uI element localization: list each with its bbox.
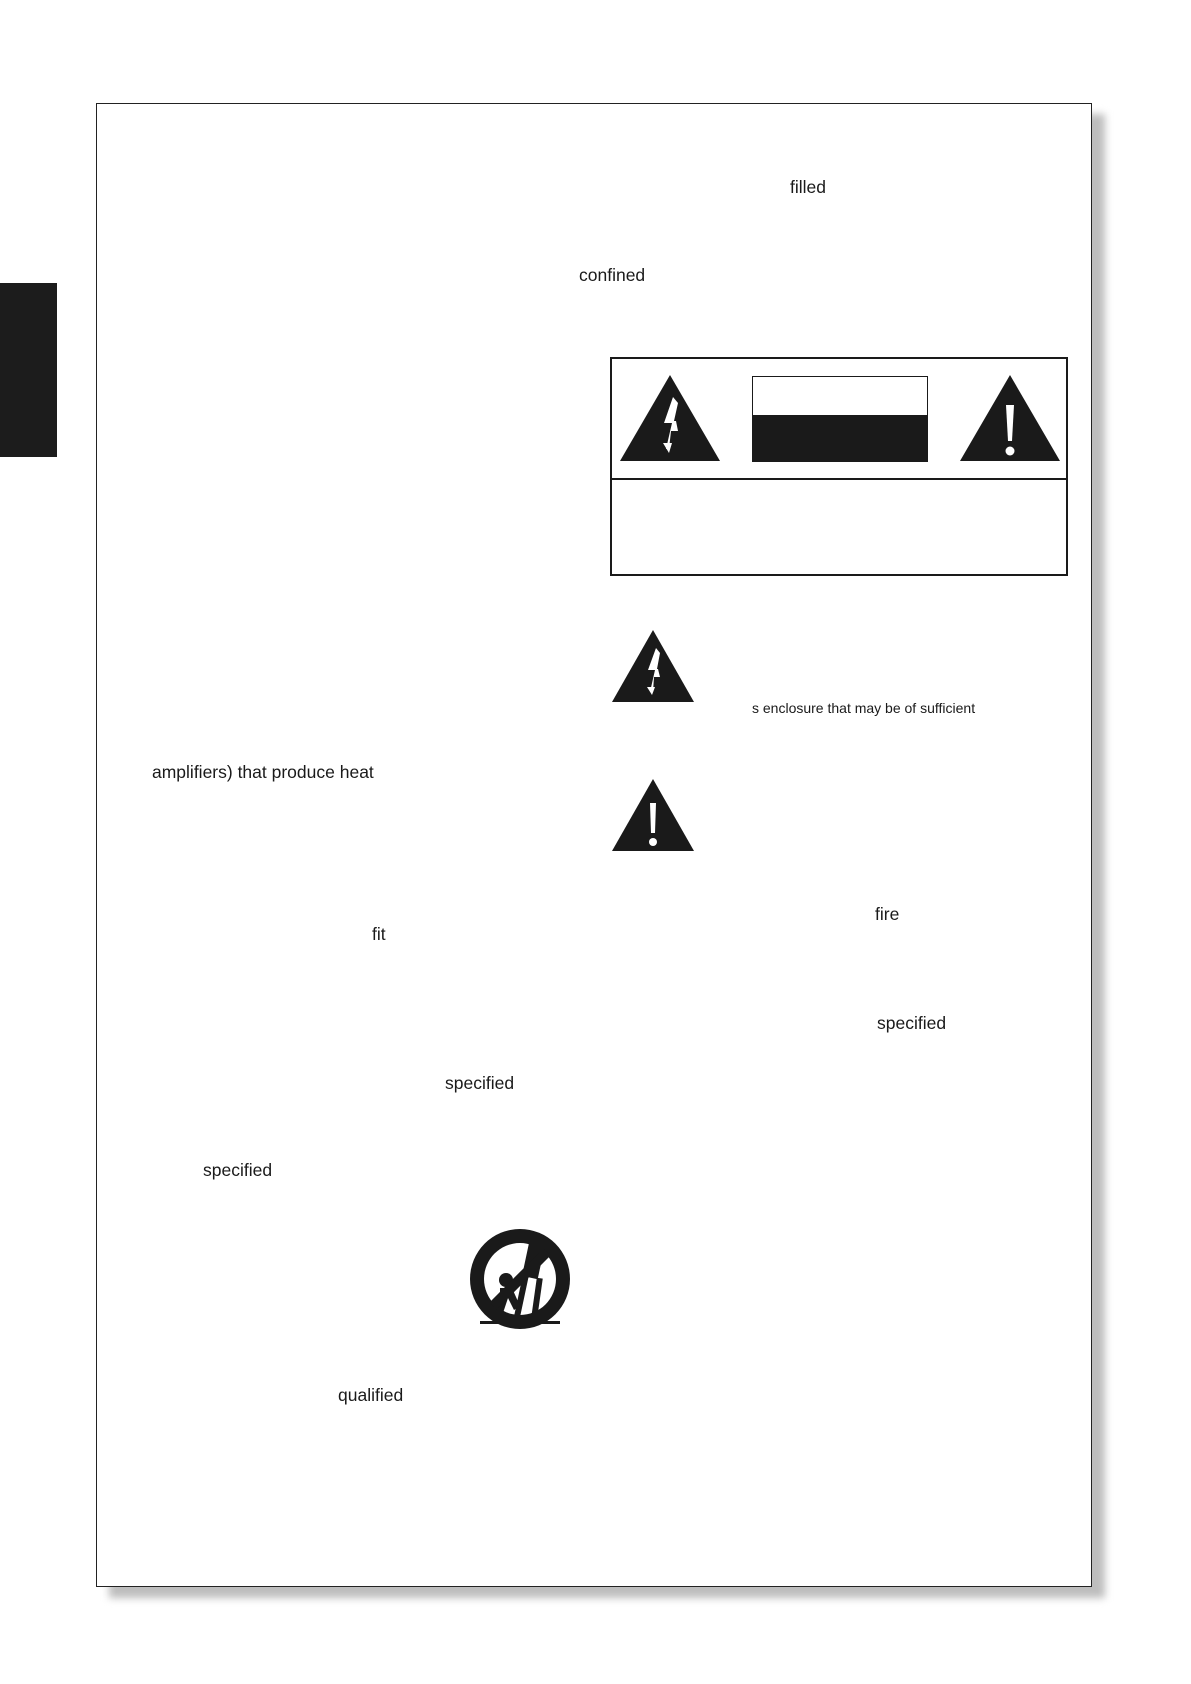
caution-label-dark-band xyxy=(753,415,927,461)
text-fragment-specified-left-2: specified xyxy=(203,1160,273,1180)
caution-warning-box xyxy=(610,357,1068,576)
shock-hazard-icon xyxy=(610,628,696,704)
text-fragment-fire: fire xyxy=(875,904,900,924)
side-tab-marker xyxy=(0,283,57,457)
exclamation-triangle-icon xyxy=(958,373,1062,463)
warning-box-divider xyxy=(612,478,1066,480)
manual-page xyxy=(96,103,1092,1587)
text-fragment-specified-right: specified xyxy=(877,1013,947,1033)
text-fragment-qualified: qualified xyxy=(338,1385,404,1405)
text-fragment-confined: confined xyxy=(579,265,646,285)
attention-icon xyxy=(610,777,696,853)
text-fragment-specified-left-1: specified xyxy=(445,1073,515,1093)
text-fragment-fit: fit xyxy=(372,924,386,944)
text-fragment-amplifiers: amplifiers) that produce heat xyxy=(152,762,374,782)
text-fragment-filled: filled xyxy=(790,177,826,197)
no-cart-tip-over-icon xyxy=(468,1226,572,1332)
caution-label-panel xyxy=(752,376,928,462)
lightning-triangle-icon xyxy=(618,373,722,463)
text-fragment-enclosure: s enclosure that may be of sufficient xyxy=(752,700,976,716)
